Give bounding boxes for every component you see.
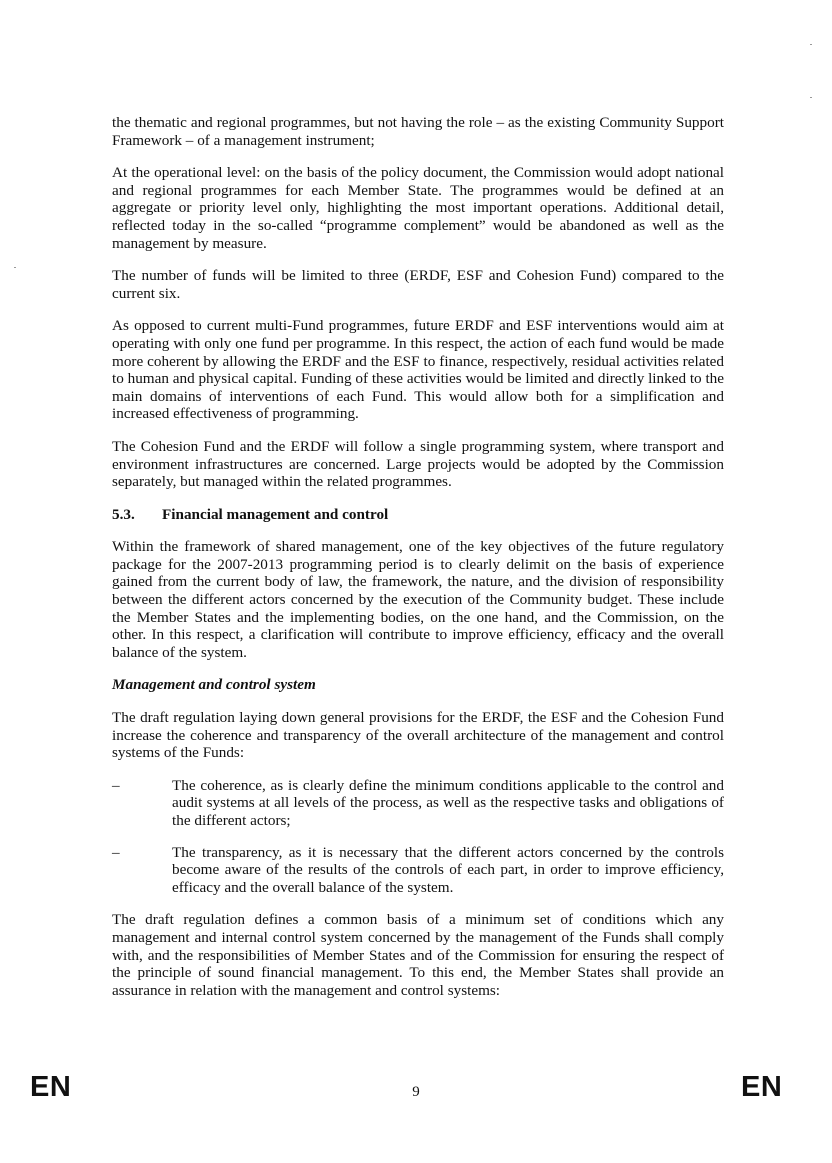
- section-heading: [112, 506, 724, 524]
- paragraph: Within the framework of shared management, one of the key objectives of the future regulatory package for the 2007-2013 programming period is to clearly delimit on the basis of experience gained from the current body of law, the framework, the nature, and the division of responsibility between the different actors concerned by the execution of the Community budget. These include the Member States and the implementing bodies, on the one hand, and the Commission, on the other. In this respect, a clarification will contribute to improve efficiency, efficacy and the overall balance of the system.: [112, 538, 724, 661]
- bullet-item: [112, 844, 724, 897]
- language-code-right: EN: [741, 1071, 783, 1103]
- language-code-left: EN: [30, 1071, 72, 1103]
- paragraph: The number of funds will be limited to three (ERDF, ESF and Cohesion Fund) compared to the current six.: [112, 267, 724, 302]
- paragraph: The Cohesion Fund and the ERDF will follow a single programming system, where transport and environment infrastructures are concerned. Large projects would be adopted by the Commission separately, but managed within the related programmes.: [112, 437, 724, 491]
- bullet-text: The coherence, as is clearly define the minimum conditions applicable to the control and audit systems at all levels of the process, as well as the respective tasks and obligations of the different actors;: [172, 776, 724, 829]
- dash-marker: –: [112, 776, 120, 794]
- bullet-item: [112, 777, 724, 830]
- section-number: 5.3.: [112, 505, 135, 523]
- page-number: 9: [412, 1084, 420, 1100]
- subheading: Management and control system: [112, 676, 316, 694]
- paragraph: The draft regulation laying down general provisions for the ERDF, the ESF and the Cohesion Fund increase the coherence and transparency of the overall architecture of the management and control systems of the Funds:: [112, 709, 724, 762]
- scan-speck: [810, 44, 812, 45]
- paragraph: As opposed to current multi-Fund programmes, future ERDF and ESF interventions would aim at operating with only one fund per programme. In this respect, the action of each fund would be made more coherent by allowing the ERDF and the ESF to finance, respectively, residual activities related to human and physical capital. Funding of these activities would be limited and directly linked to the main domains of interventions of each Fund. This would allow both for a simplification and increased effectiveness of programming.: [112, 317, 725, 423]
- paragraph: At the operational level: on the basis of the policy document, the Commission would adopt national and regional programmes for each Member State. The programmes would be defined at an aggregate or priority level only, highlighting the most important operations. Additional detail, reflected today in the so-called “programme complement” would be abandoned as well as the management by measure.: [112, 164, 724, 252]
- scan-speck: [810, 97, 812, 98]
- bullet-text: The transparency, as it is necessary that the different actors concerned by the controls become aware of the results of the controls of each part, in order to improve efficiency, efficacy and the overall balance of the system.: [172, 843, 724, 896]
- section-title: Financial management and control: [162, 505, 389, 523]
- paragraph: The draft regulation defines a common basis of a minimum set of conditions which any management and internal control system concerned by the management of the Funds shall comply with, and the responsibilities of Member States and of the Commission for ensuring the respect of the principle of sound financial management. To this end, the Member States shall provide an assurance in relation with the management and control systems:: [112, 911, 724, 999]
- paragraph: the thematic and regional programmes, but not having the role – as the existing Community Support Framework – of a management instrument;: [112, 114, 724, 149]
- dash-marker: –: [112, 843, 120, 861]
- scan-speck: [14, 267, 16, 268]
- body-text: [112, 114, 724, 1014]
